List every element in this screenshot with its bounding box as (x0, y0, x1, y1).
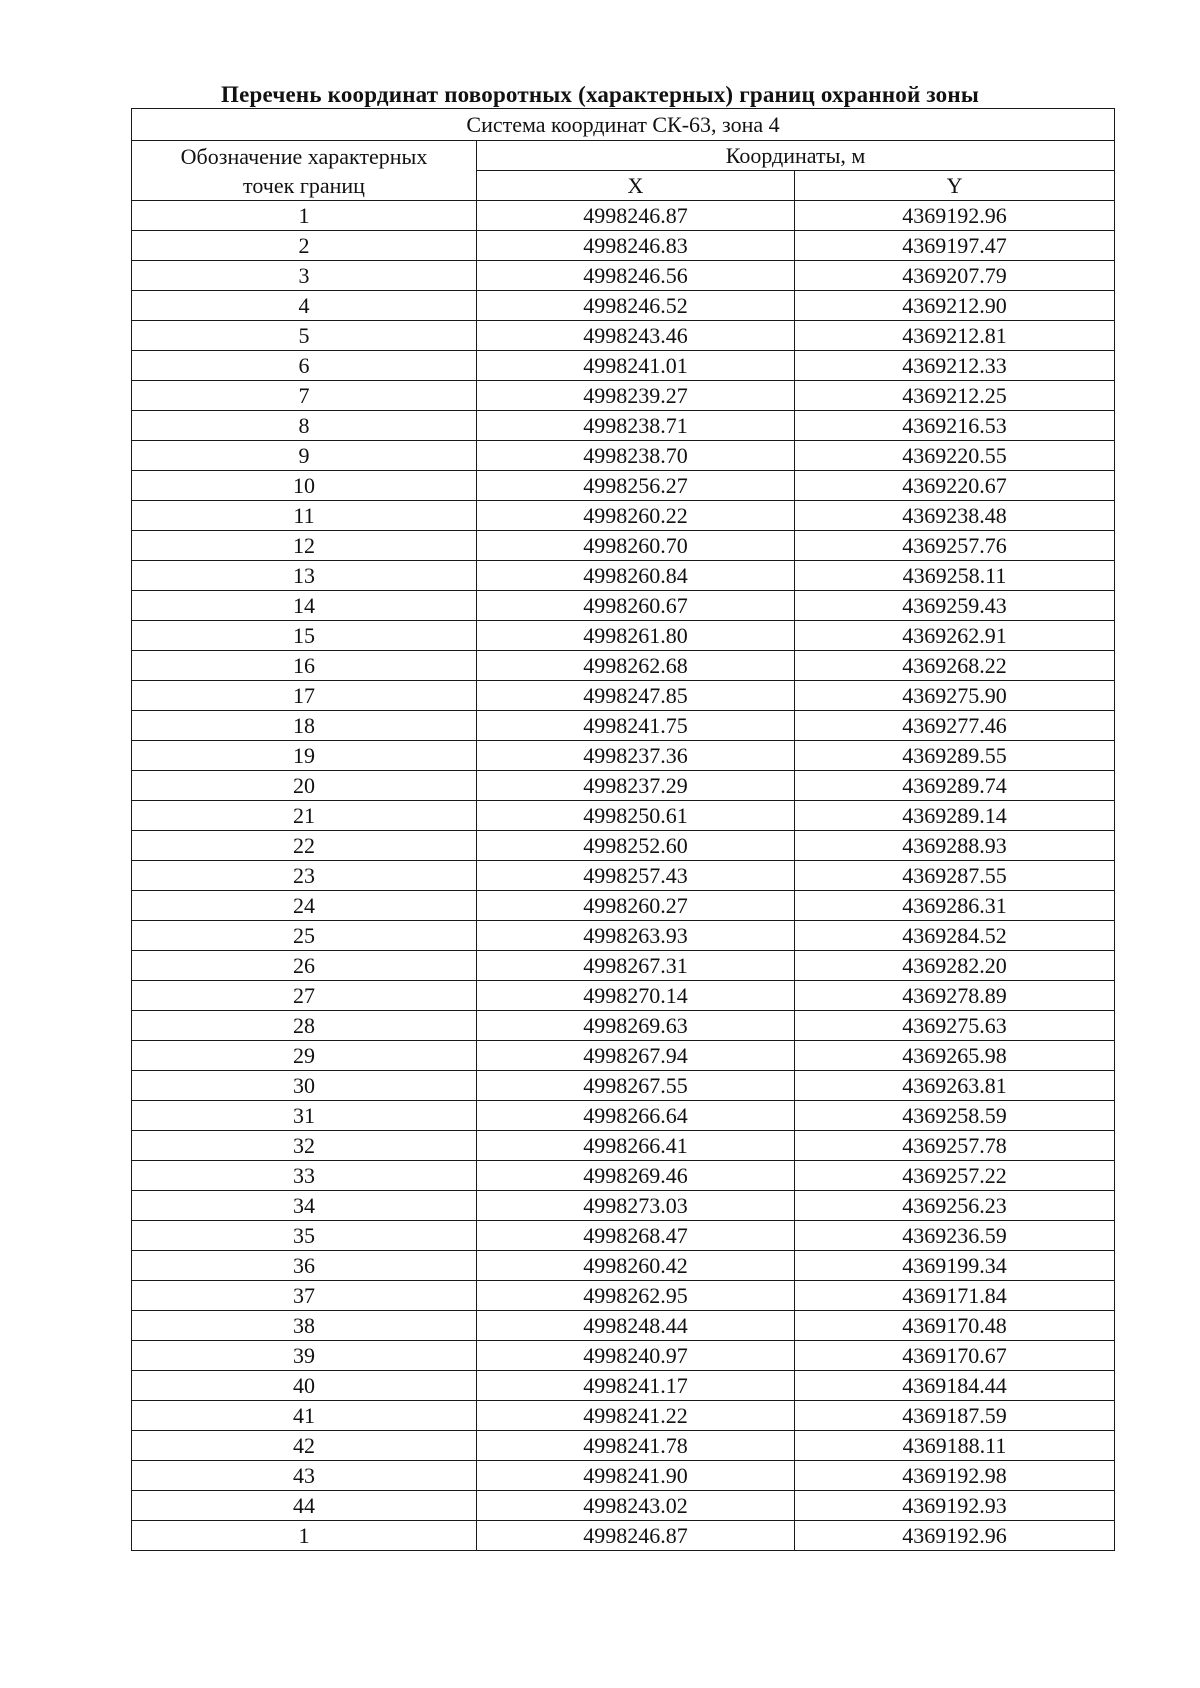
table-row (132, 621, 1115, 651)
x-coordinate-cell: 4998269.63 (477, 1011, 795, 1041)
table-row (132, 1191, 1115, 1221)
y-coordinate-cell: 4369268.22 (795, 651, 1115, 681)
y-coordinate-cell: 4369188.11 (795, 1431, 1115, 1461)
y-coordinate-cell: 4369171.84 (795, 1281, 1115, 1311)
point-header-line2: точек границ (243, 172, 365, 198)
x-coordinate-cell: 4998266.41 (477, 1131, 795, 1161)
x-coordinate-cell: 4998260.42 (477, 1251, 795, 1281)
table-row (132, 1071, 1115, 1101)
y-coordinate-cell: 4369212.81 (795, 321, 1115, 351)
y-coordinate-cell: 4369262.91 (795, 621, 1115, 651)
x-coordinate-cell: 4998246.52 (477, 291, 795, 321)
point-cell: 2 (132, 231, 477, 261)
point-cell: 31 (132, 1101, 477, 1131)
table-row (132, 951, 1115, 981)
x-coordinate-cell: 4998261.80 (477, 621, 795, 651)
point-cell: 3 (132, 261, 477, 291)
point-header-line1: Обозначение характерных (180, 143, 428, 169)
y-coordinate-cell: 4369289.74 (795, 771, 1115, 801)
y-coordinate-cell: 4369199.34 (795, 1251, 1115, 1281)
y-coordinate-cell: 4369256.23 (795, 1191, 1115, 1221)
table-row (132, 1011, 1115, 1041)
y-coordinate-cell: 4369259.43 (795, 591, 1115, 621)
x-coordinate-cell: 4998246.87 (477, 1521, 795, 1551)
table-row (132, 921, 1115, 951)
y-coordinate-cell: 4369184.44 (795, 1371, 1115, 1401)
table-row (132, 321, 1115, 351)
y-coordinate-cell: 4369192.96 (795, 1521, 1115, 1551)
table-row (132, 351, 1115, 381)
y-coordinate-cell: 4369282.20 (795, 951, 1115, 981)
point-cell: 32 (132, 1131, 477, 1161)
table-row (132, 531, 1115, 561)
coordinates-header: Координаты, м (477, 141, 1115, 171)
y-coordinate-cell: 4369238.48 (795, 501, 1115, 531)
point-cell: 26 (132, 951, 477, 981)
x-coordinate-cell: 4998267.55 (477, 1071, 795, 1101)
point-cell: 19 (132, 741, 477, 771)
table-row (132, 411, 1115, 441)
document-title: Перечень координат поворотных (характерных) границ охранной зоны (221, 82, 979, 107)
point-cell: 5 (132, 321, 477, 351)
x-coordinate-cell: 4998250.61 (477, 801, 795, 831)
x-coordinate-cell: 4998262.68 (477, 651, 795, 681)
y-coordinate-cell: 4369192.96 (795, 201, 1115, 231)
x-coordinate-cell: 4998252.60 (477, 831, 795, 861)
point-cell: 27 (132, 981, 477, 1011)
point-cell: 23 (132, 861, 477, 891)
y-coordinate-cell: 4369275.63 (795, 1011, 1115, 1041)
table-row (132, 1461, 1115, 1491)
y-coordinate-cell: 4369257.78 (795, 1131, 1115, 1161)
point-cell: 36 (132, 1251, 477, 1281)
table-row (132, 1371, 1115, 1401)
table-row (132, 801, 1115, 831)
y-coordinate-cell: 4369192.93 (795, 1491, 1115, 1521)
point-cell: 13 (132, 561, 477, 591)
table-row (132, 1341, 1115, 1371)
x-coordinate-cell: 4998269.46 (477, 1161, 795, 1191)
point-cell: 29 (132, 1041, 477, 1071)
table-row (132, 861, 1115, 891)
table-row (132, 381, 1115, 411)
table-row (132, 561, 1115, 591)
table-row (132, 591, 1115, 621)
x-coordinate-cell: 4998241.75 (477, 711, 795, 741)
point-cell: 14 (132, 591, 477, 621)
point-cell: 37 (132, 1281, 477, 1311)
point-cell: 40 (132, 1371, 477, 1401)
y-coordinate-cell: 4369278.89 (795, 981, 1115, 1011)
point-cell: 16 (132, 651, 477, 681)
point-cell: 21 (132, 801, 477, 831)
point-cell: 6 (132, 351, 477, 381)
y-coordinate-cell: 4369277.46 (795, 711, 1115, 741)
x-coordinate-cell: 4998262.95 (477, 1281, 795, 1311)
table-row (132, 1281, 1115, 1311)
table-row (132, 1041, 1115, 1071)
point-cell: 39 (132, 1341, 477, 1371)
y-coordinate-cell: 4369192.98 (795, 1461, 1115, 1491)
table-header-row (132, 109, 1115, 141)
table-row (132, 681, 1115, 711)
table-row (132, 201, 1115, 231)
y-coordinate-cell: 4369286.31 (795, 891, 1115, 921)
y-coordinate-cell: 4369263.81 (795, 1071, 1115, 1101)
point-designation-header (132, 141, 477, 201)
y-coordinate-cell: 4369236.59 (795, 1221, 1115, 1251)
point-cell: 38 (132, 1311, 477, 1341)
x-coordinate-cell: 4998267.31 (477, 951, 795, 981)
x-coordinate-cell: 4998237.29 (477, 771, 795, 801)
point-cell: 25 (132, 921, 477, 951)
point-cell: 1 (132, 201, 477, 231)
x-coordinate-cell: 4998267.94 (477, 1041, 795, 1071)
x-coordinate-cell: 4998238.71 (477, 411, 795, 441)
table-row (132, 1521, 1115, 1551)
table-row (132, 501, 1115, 531)
y-coordinate-cell: 4369287.55 (795, 861, 1115, 891)
point-cell: 35 (132, 1221, 477, 1251)
x-coordinate-cell: 4998246.87 (477, 201, 795, 231)
y-coordinate-cell: 4369257.76 (795, 531, 1115, 561)
x-coordinate-cell: 4998273.03 (477, 1191, 795, 1221)
table-row (132, 651, 1115, 681)
y-coordinate-cell: 4369265.98 (795, 1041, 1115, 1071)
y-column-header: Y (795, 171, 1115, 201)
point-cell: 4 (132, 291, 477, 321)
y-coordinate-cell: 4369284.52 (795, 921, 1115, 951)
point-cell: 42 (132, 1431, 477, 1461)
point-cell: 22 (132, 831, 477, 861)
y-coordinate-cell: 4369212.33 (795, 351, 1115, 381)
table-row (132, 1401, 1115, 1431)
table-row (132, 1491, 1115, 1521)
y-coordinate-cell: 4369170.67 (795, 1341, 1115, 1371)
point-cell: 11 (132, 501, 477, 531)
y-coordinate-cell: 4369170.48 (795, 1311, 1115, 1341)
coordinates-table (131, 108, 1115, 1551)
x-coordinate-cell: 4998240.97 (477, 1341, 795, 1371)
table-row (132, 441, 1115, 471)
x-coordinate-cell: 4998256.27 (477, 471, 795, 501)
y-coordinate-cell: 4369220.55 (795, 441, 1115, 471)
y-coordinate-cell: 4369220.67 (795, 471, 1115, 501)
y-coordinate-cell: 4369212.25 (795, 381, 1115, 411)
y-coordinate-cell: 4369212.90 (795, 291, 1115, 321)
point-cell: 9 (132, 441, 477, 471)
table-row (132, 1101, 1115, 1131)
y-coordinate-cell: 4369197.47 (795, 231, 1115, 261)
point-cell: 18 (132, 711, 477, 741)
table-row (132, 1251, 1115, 1281)
x-coordinate-cell: 4998246.83 (477, 231, 795, 261)
x-coordinate-cell: 4998243.46 (477, 321, 795, 351)
table-row (132, 1431, 1115, 1461)
y-coordinate-cell: 4369207.79 (795, 261, 1115, 291)
table-row (132, 831, 1115, 861)
x-coordinate-cell: 4998243.02 (477, 1491, 795, 1521)
table-row (132, 981, 1115, 1011)
x-coordinate-cell: 4998257.43 (477, 861, 795, 891)
table-row (132, 1131, 1115, 1161)
point-cell: 15 (132, 621, 477, 651)
table-row (132, 891, 1115, 921)
x-coordinate-cell: 4998263.93 (477, 921, 795, 951)
point-cell: 17 (132, 681, 477, 711)
table-row (132, 711, 1115, 741)
point-cell: 10 (132, 471, 477, 501)
point-cell: 33 (132, 1161, 477, 1191)
table-header-row (132, 141, 1115, 171)
x-coordinate-cell: 4998260.67 (477, 591, 795, 621)
x-coordinate-cell: 4998241.90 (477, 1461, 795, 1491)
point-cell: 28 (132, 1011, 477, 1041)
point-cell: 8 (132, 411, 477, 441)
y-coordinate-cell: 4369258.59 (795, 1101, 1115, 1131)
table-row (132, 291, 1115, 321)
x-coordinate-cell: 4998241.01 (477, 351, 795, 381)
y-coordinate-cell: 4369258.11 (795, 561, 1115, 591)
point-cell: 43 (132, 1461, 477, 1491)
y-coordinate-cell: 4369275.90 (795, 681, 1115, 711)
point-cell: 44 (132, 1491, 477, 1521)
table-row (132, 1221, 1115, 1251)
y-coordinate-cell: 4369187.59 (795, 1401, 1115, 1431)
point-cell: 12 (132, 531, 477, 561)
x-coordinate-cell: 4998237.36 (477, 741, 795, 771)
x-coordinate-cell: 4998246.56 (477, 261, 795, 291)
table-row (132, 1311, 1115, 1341)
x-coordinate-cell: 4998268.47 (477, 1221, 795, 1251)
x-coordinate-cell: 4998238.70 (477, 441, 795, 471)
x-coordinate-cell: 4998247.85 (477, 681, 795, 711)
x-coordinate-cell: 4998260.22 (477, 501, 795, 531)
table-row (132, 771, 1115, 801)
x-coordinate-cell: 4998241.17 (477, 1371, 795, 1401)
point-cell: 41 (132, 1401, 477, 1431)
point-cell: 1 (132, 1521, 477, 1551)
coordinate-system-header: Система координат СК-63, зона 4 (132, 109, 1115, 141)
x-coordinate-cell: 4998241.22 (477, 1401, 795, 1431)
x-column-header: X (477, 171, 795, 201)
y-coordinate-cell: 4369288.93 (795, 831, 1115, 861)
point-cell: 20 (132, 771, 477, 801)
x-coordinate-cell: 4998241.78 (477, 1431, 795, 1461)
y-coordinate-cell: 4369289.14 (795, 801, 1115, 831)
x-coordinate-cell: 4998260.84 (477, 561, 795, 591)
x-coordinate-cell: 4998239.27 (477, 381, 795, 411)
table-row (132, 741, 1115, 771)
x-coordinate-cell: 4998260.70 (477, 531, 795, 561)
x-coordinate-cell: 4998270.14 (477, 981, 795, 1011)
x-coordinate-cell: 4998260.27 (477, 891, 795, 921)
table-row (132, 231, 1115, 261)
y-coordinate-cell: 4369216.53 (795, 411, 1115, 441)
x-coordinate-cell: 4998248.44 (477, 1311, 795, 1341)
table-row (132, 471, 1115, 501)
x-coordinate-cell: 4998266.64 (477, 1101, 795, 1131)
table-body (132, 201, 1115, 1551)
y-coordinate-cell: 4369289.55 (795, 741, 1115, 771)
point-cell: 24 (132, 891, 477, 921)
point-cell: 30 (132, 1071, 477, 1101)
y-coordinate-cell: 4369257.22 (795, 1161, 1115, 1191)
table-row (132, 1161, 1115, 1191)
table-row (132, 261, 1115, 291)
point-cell: 34 (132, 1191, 477, 1221)
point-cell: 7 (132, 381, 477, 411)
